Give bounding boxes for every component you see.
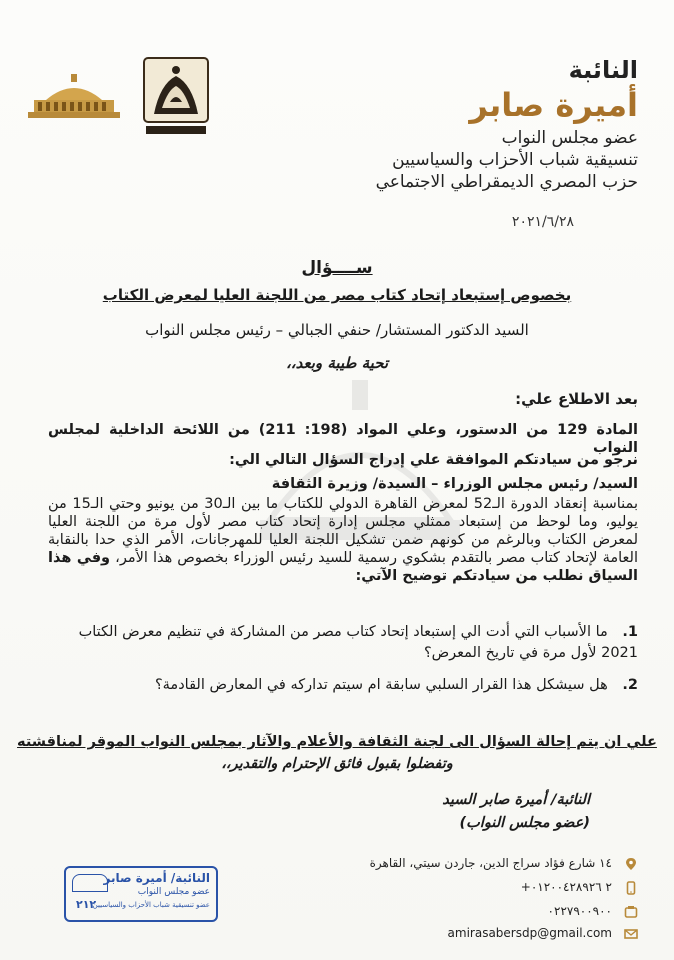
header-name: أميرة صابر bbox=[469, 86, 638, 124]
address-text: ١٤ شارع فؤاد سراج الدين، جاردن سيتي، القاهرة bbox=[369, 856, 612, 870]
stamp-name: النائبة/ أميرة صابر bbox=[103, 871, 210, 885]
party-logo bbox=[140, 56, 212, 140]
header-coordination: تنسيقية شباب الأحزاب والسياسيين bbox=[392, 150, 638, 170]
mobile-icon bbox=[624, 881, 638, 895]
header-role: عضو مجلس النواب bbox=[501, 128, 638, 148]
question-item bbox=[48, 675, 638, 696]
letter-heading: ســــؤال bbox=[301, 258, 373, 278]
closing-regards: وتفضلوا بقبول فائق الإحترام والتقدير،، bbox=[221, 756, 453, 772]
request-line: نرجو من سيادتكم الموافقة علي إدراج السؤال التالي الي: bbox=[229, 452, 638, 468]
letter-subject: بخصوص إستبعاد إتحاد كتاب مصر من اللجنة العليا لمعرض الكتاب bbox=[102, 286, 572, 304]
contact-phone bbox=[358, 904, 638, 922]
question-number: 2. bbox=[622, 677, 638, 693]
letter-greeting: تحية طيبة وبعد،، bbox=[285, 354, 389, 372]
header-title: النائبة bbox=[568, 56, 638, 84]
email-text[interactable]: amirasabersdp@gmail.com bbox=[447, 926, 612, 940]
letter-body bbox=[48, 495, 638, 585]
email-icon bbox=[624, 927, 638, 941]
stamp-role: عضو مجلس النواب bbox=[137, 887, 210, 897]
parliament-dome-logo bbox=[24, 72, 124, 122]
article-reference: المادة 129 من الدستور، وعلي المواد (198: 211) من اللائحة الداخلية لمجلس النواب bbox=[48, 422, 638, 456]
signature-name: النائبة/ أميرة صابر السيد bbox=[442, 792, 590, 808]
stamp-code: ٢١٢ bbox=[76, 898, 97, 911]
body-bold-text: وفي هذا السياق نطلب من سيادتكم توضيح الآتي: bbox=[48, 550, 638, 584]
header-party: حزب المصري الديمقراطي الاجتماعي bbox=[375, 172, 638, 192]
closing-referral: علي ان يتم إحالة السؤال الى لجنة الثقافة والأعلام والآثار بمجلس النواب الموقر لمناقشته bbox=[17, 734, 657, 750]
question-text: ما الأسباب التي أدت الي إستبعاد إتحاد كتاب مصر من المشاركة في تنظيم معرض الكتاب 2021 لأول مرة في تاريخ المعرض؟ bbox=[78, 624, 638, 661]
phone-icon bbox=[624, 905, 638, 919]
mobile-text: +٢ ٠١٢٠٠٤٢٨٩٢٦ bbox=[520, 880, 612, 894]
contact-email[interactable] bbox=[358, 926, 638, 944]
recipients-line: السيد/ رئيس مجلس الوزراء – السيدة/ وزيرة الثقافة bbox=[271, 476, 638, 492]
signature-title: (عضو مجلس النواب) bbox=[459, 815, 590, 831]
after-review: بعد الاطلاع علي: bbox=[515, 390, 638, 408]
question-text: هل سيشكل هذا القرار السلبي سابقة ام سيتم تداركه في المعارض القادمة؟ bbox=[154, 677, 608, 693]
question-item bbox=[48, 622, 638, 664]
body-text: بمناسبة إنعقاد الدورة الـ52 لمعرض القاهرة الدولي للكتاب ما بين الـ30 من يونيو وحتي الـ15 من يوليو، وما لوحظ من إستبعاد ممثلي مجلس إدارة إتحاد كتاب مصر لأول مرة من اللجنة العليا لمعرض الكتاب وبالرغم من كونهم ضمن تشكيل اللجنة العليا للمهرجانات، الأمر الذي حدا بالنقابة العامة لإتحاد كتاب مصر بالتقدم بشكوي رسمية للسيد رئيس الوزراء بخصوص هذا الأمر، bbox=[48, 496, 638, 566]
stamp-org: عضو تنسيقية شباب الأحزاب والسياسيين bbox=[92, 901, 210, 909]
contact-address bbox=[358, 856, 638, 874]
phone-text: ٠٢٢٧٩٠٠٩٠٠ bbox=[547, 904, 612, 918]
stamp-dome-icon bbox=[72, 874, 108, 892]
official-stamp bbox=[64, 866, 218, 922]
letter-date: ٢٠٢١/٦/٢٨ bbox=[511, 214, 574, 230]
location-icon bbox=[624, 857, 638, 871]
letter-addressee: السيد الدكتور المستشار/ حنفي الجبالي – رئيس مجلس النواب bbox=[145, 321, 529, 339]
contact-mobile bbox=[358, 880, 638, 898]
question-number: 1. bbox=[622, 624, 638, 640]
